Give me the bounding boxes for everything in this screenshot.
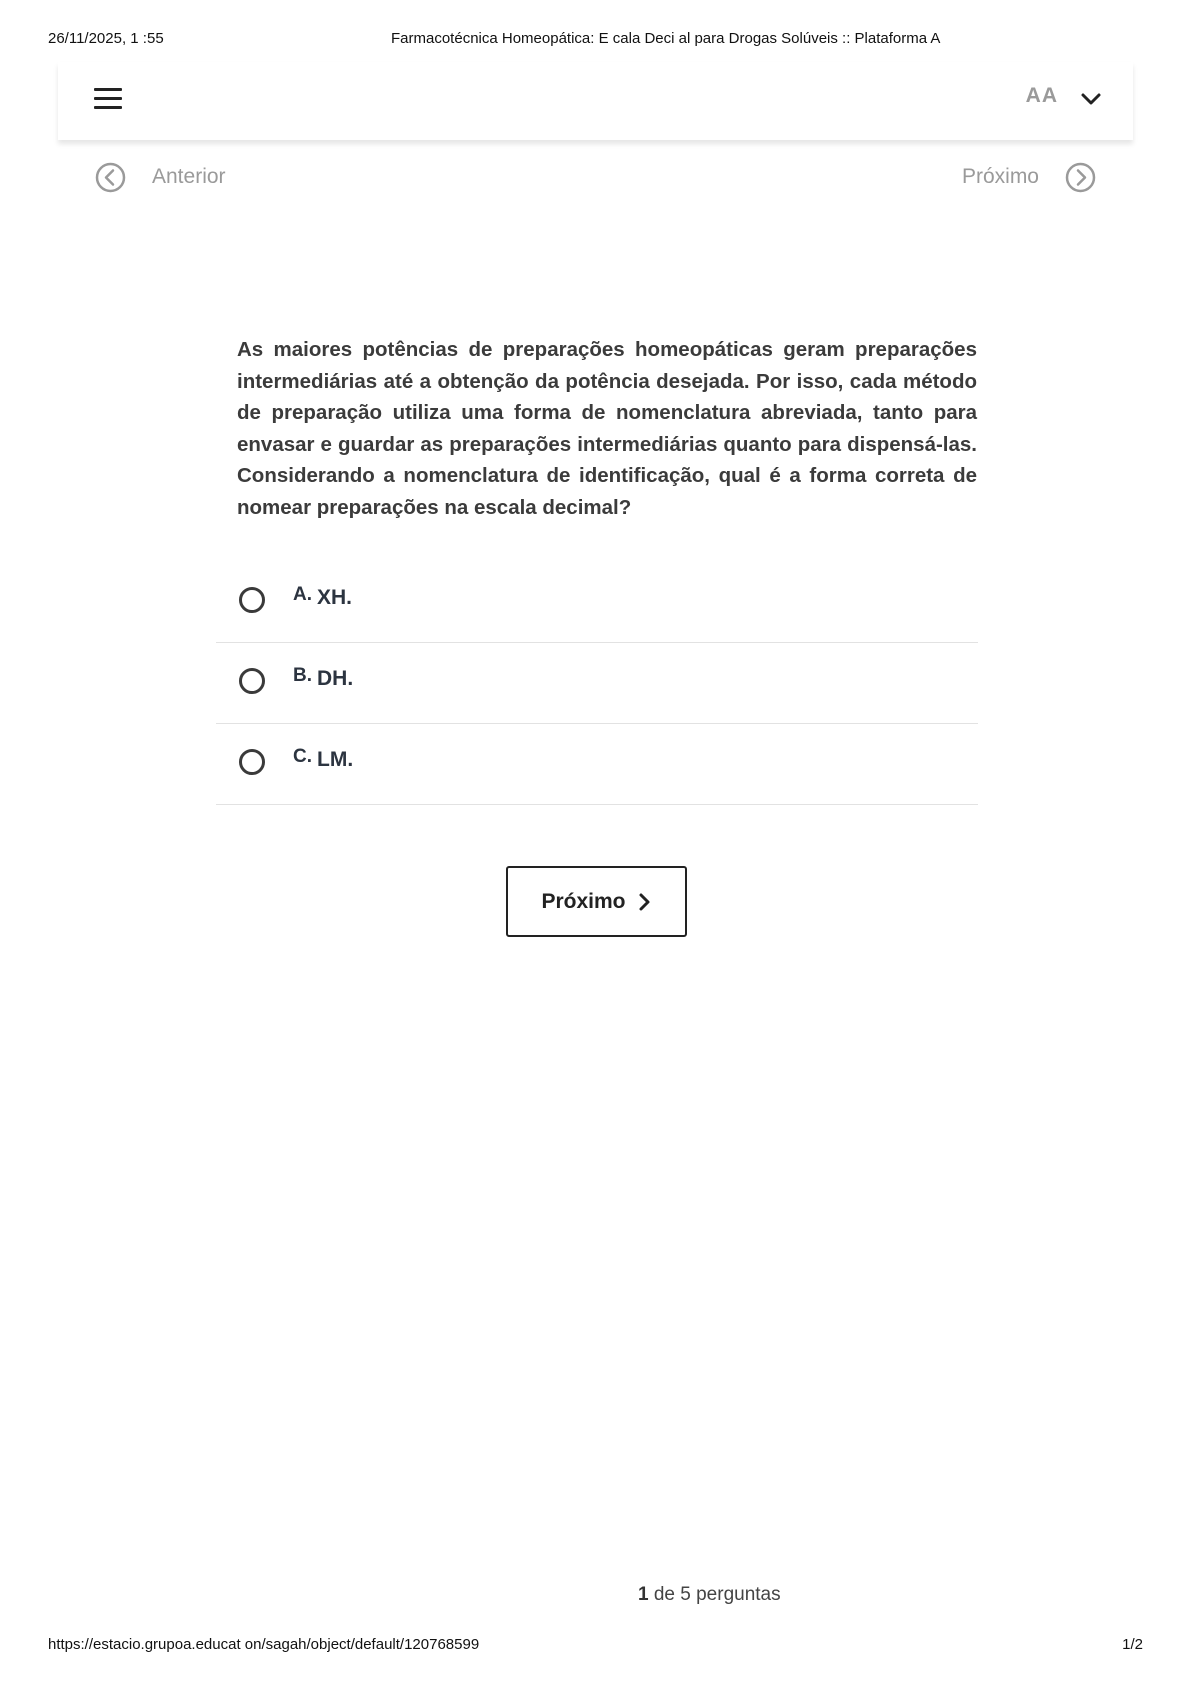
option-text: XH. [317, 586, 353, 609]
print-date: 26/11/2025, 1 :55 [48, 30, 164, 47]
print-page-number: 1/2 [1122, 1636, 1143, 1653]
menu-button[interactable] [94, 88, 122, 112]
option-letter: C. [293, 746, 312, 767]
progress-current: 1 [638, 1584, 649, 1605]
option-b[interactable] [216, 643, 978, 724]
chevron-down-icon[interactable] [1079, 89, 1103, 109]
answer-options [216, 562, 978, 805]
next-nav-button[interactable] [962, 160, 1096, 194]
next-button-label: Próximo [541, 889, 626, 913]
option-text: LM. [317, 748, 354, 771]
chevron-left-circle-icon [95, 162, 126, 193]
chevron-right-circle-icon [1065, 162, 1096, 193]
progress-suffix: de 5 perguntas [653, 1584, 781, 1605]
next-nav-label: Próximo [961, 165, 1039, 188]
option-letter: B. [293, 665, 312, 686]
previous-label: Anterior [152, 165, 226, 188]
option-letter: A. [293, 584, 312, 605]
previous-button[interactable] [95, 160, 226, 194]
option-text: DH. [317, 667, 354, 690]
radio-button[interactable] [239, 668, 265, 694]
chevron-right-icon [638, 892, 652, 912]
option-c[interactable] [216, 724, 978, 805]
print-header [48, 30, 1143, 50]
radio-button[interactable] [239, 749, 265, 775]
next-question-button[interactable] [506, 866, 687, 937]
option-a[interactable] [216, 562, 978, 643]
top-bar [58, 62, 1133, 140]
radio-button[interactable] [239, 587, 265, 613]
print-footer [48, 1636, 1143, 1656]
print-url: https://estacio.grupoa.educat on/sagah/object/default/120768599 [48, 1636, 480, 1653]
hamburger-menu-icon [94, 88, 122, 91]
question-progress [638, 1584, 781, 1606]
font-size-button[interactable]: AA [1025, 84, 1058, 107]
question-text: As maiores potências de preparações homeopáticas geram preparações intermediárias até a obtenção da potência desejada. Por isso, cada método de preparação utiliza uma forma de nomenclatura abreviada, tanto para envasar e guardar as preparações intermediárias quanto para dispensá-las. Considerando a nomenclatura de identificação, qual é a forma correta de nomear preparações na escala decimal? [237, 338, 977, 519]
print-title: Farmacotécnica Homeopática: E cala Deci al para Drogas Solúveis :: Plataforma A [391, 30, 941, 47]
